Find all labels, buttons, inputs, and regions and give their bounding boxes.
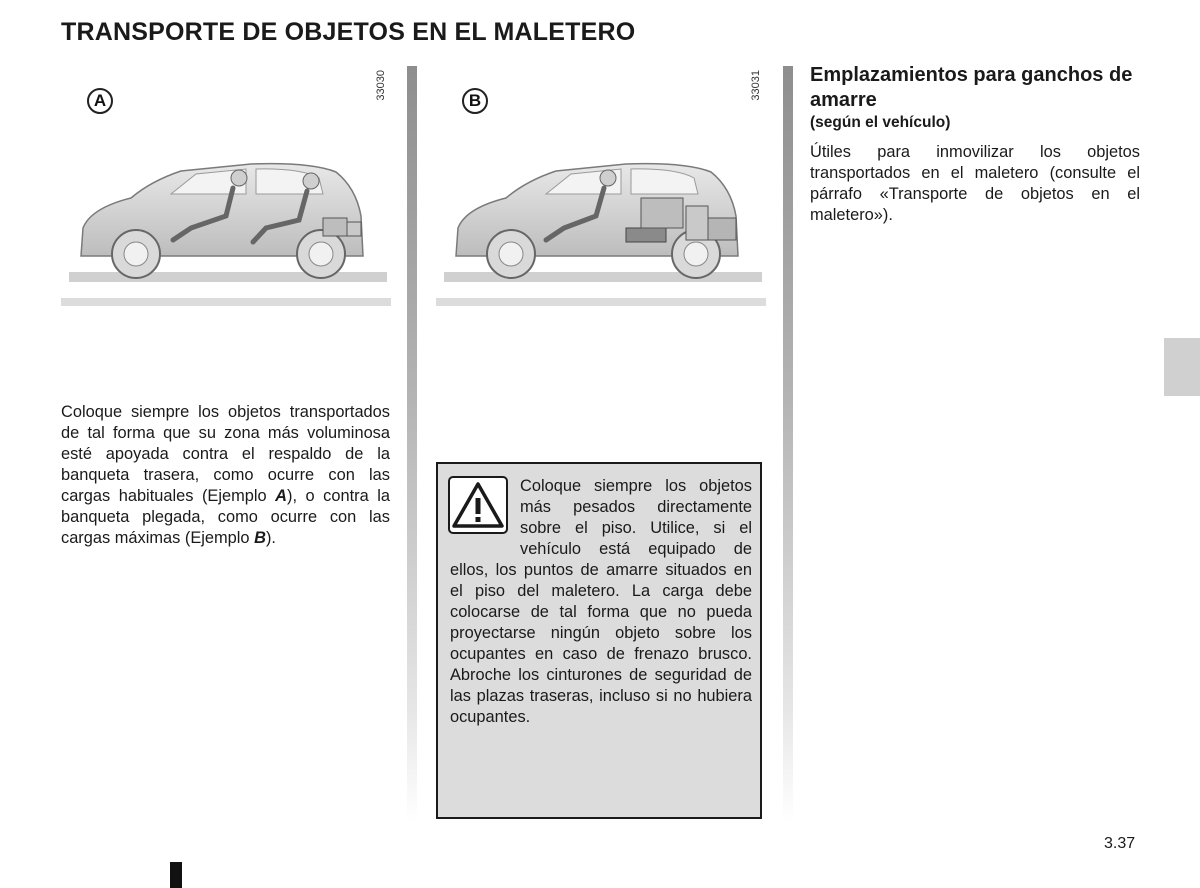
warning-box xyxy=(436,462,762,819)
figure-base xyxy=(436,298,766,306)
figure-code: 33031 xyxy=(750,70,762,101)
page-number: 3.37 xyxy=(1104,835,1136,852)
figure-label: A xyxy=(87,88,113,114)
example-a-ref: A xyxy=(275,487,287,505)
example-b-ref: B xyxy=(254,529,266,547)
column-divider xyxy=(783,66,793,822)
section-text: Útiles para inmovilizar los objetos transportados en el maletero (consulte el párrafo «Transporte de objetos en el maletero»). xyxy=(810,143,1140,224)
binding-mark xyxy=(170,862,182,888)
figure-label: B xyxy=(462,88,488,114)
car-illustration-b xyxy=(436,136,766,286)
car-illustration-a xyxy=(61,136,391,286)
column-divider xyxy=(407,66,417,822)
paragraph-text: ), o contra la banqueta plegada, como ocurre con las cargas máximas (Ejemplo xyxy=(61,487,390,547)
figure-b xyxy=(436,66,766,306)
body-paragraph xyxy=(61,402,390,549)
figure-a xyxy=(61,66,391,306)
figure-code: 33030 xyxy=(375,70,387,101)
warning-text xyxy=(450,476,752,728)
section-subheading: (según el vehículo) xyxy=(810,114,951,131)
section-heading: Emplazamientos para ganchos de amarre xyxy=(810,64,1133,111)
chapter-tab-marker xyxy=(1164,338,1200,396)
figure-base xyxy=(61,298,391,306)
paragraph-text: Coloque siempre los objetos transportados de tal forma que su zona más voluminosa esté apoyada contra el respaldo de la banqueta trasera, como ocurre con las cargas habituales (Ejemplo xyxy=(61,403,390,505)
paragraph-text: ). xyxy=(265,529,276,547)
warning-text-content: Coloque siempre los objetos más pesados directamente sobre el piso. Utilice, si el vehículo está equipado de ellos, los puntos de amarre situados en el piso del maletero. La carga debe colocarse de tal forma que no pueda proyectarse ningún objeto sobre los ocupantes en caso de frenazo brusco. Abroche los cinturones de seguridad de las plazas traseras, incluso si no hubiera ocupantes. xyxy=(450,477,752,726)
page-title: TRANSPORTE DE OBJETOS EN EL MALETERO xyxy=(61,18,636,46)
